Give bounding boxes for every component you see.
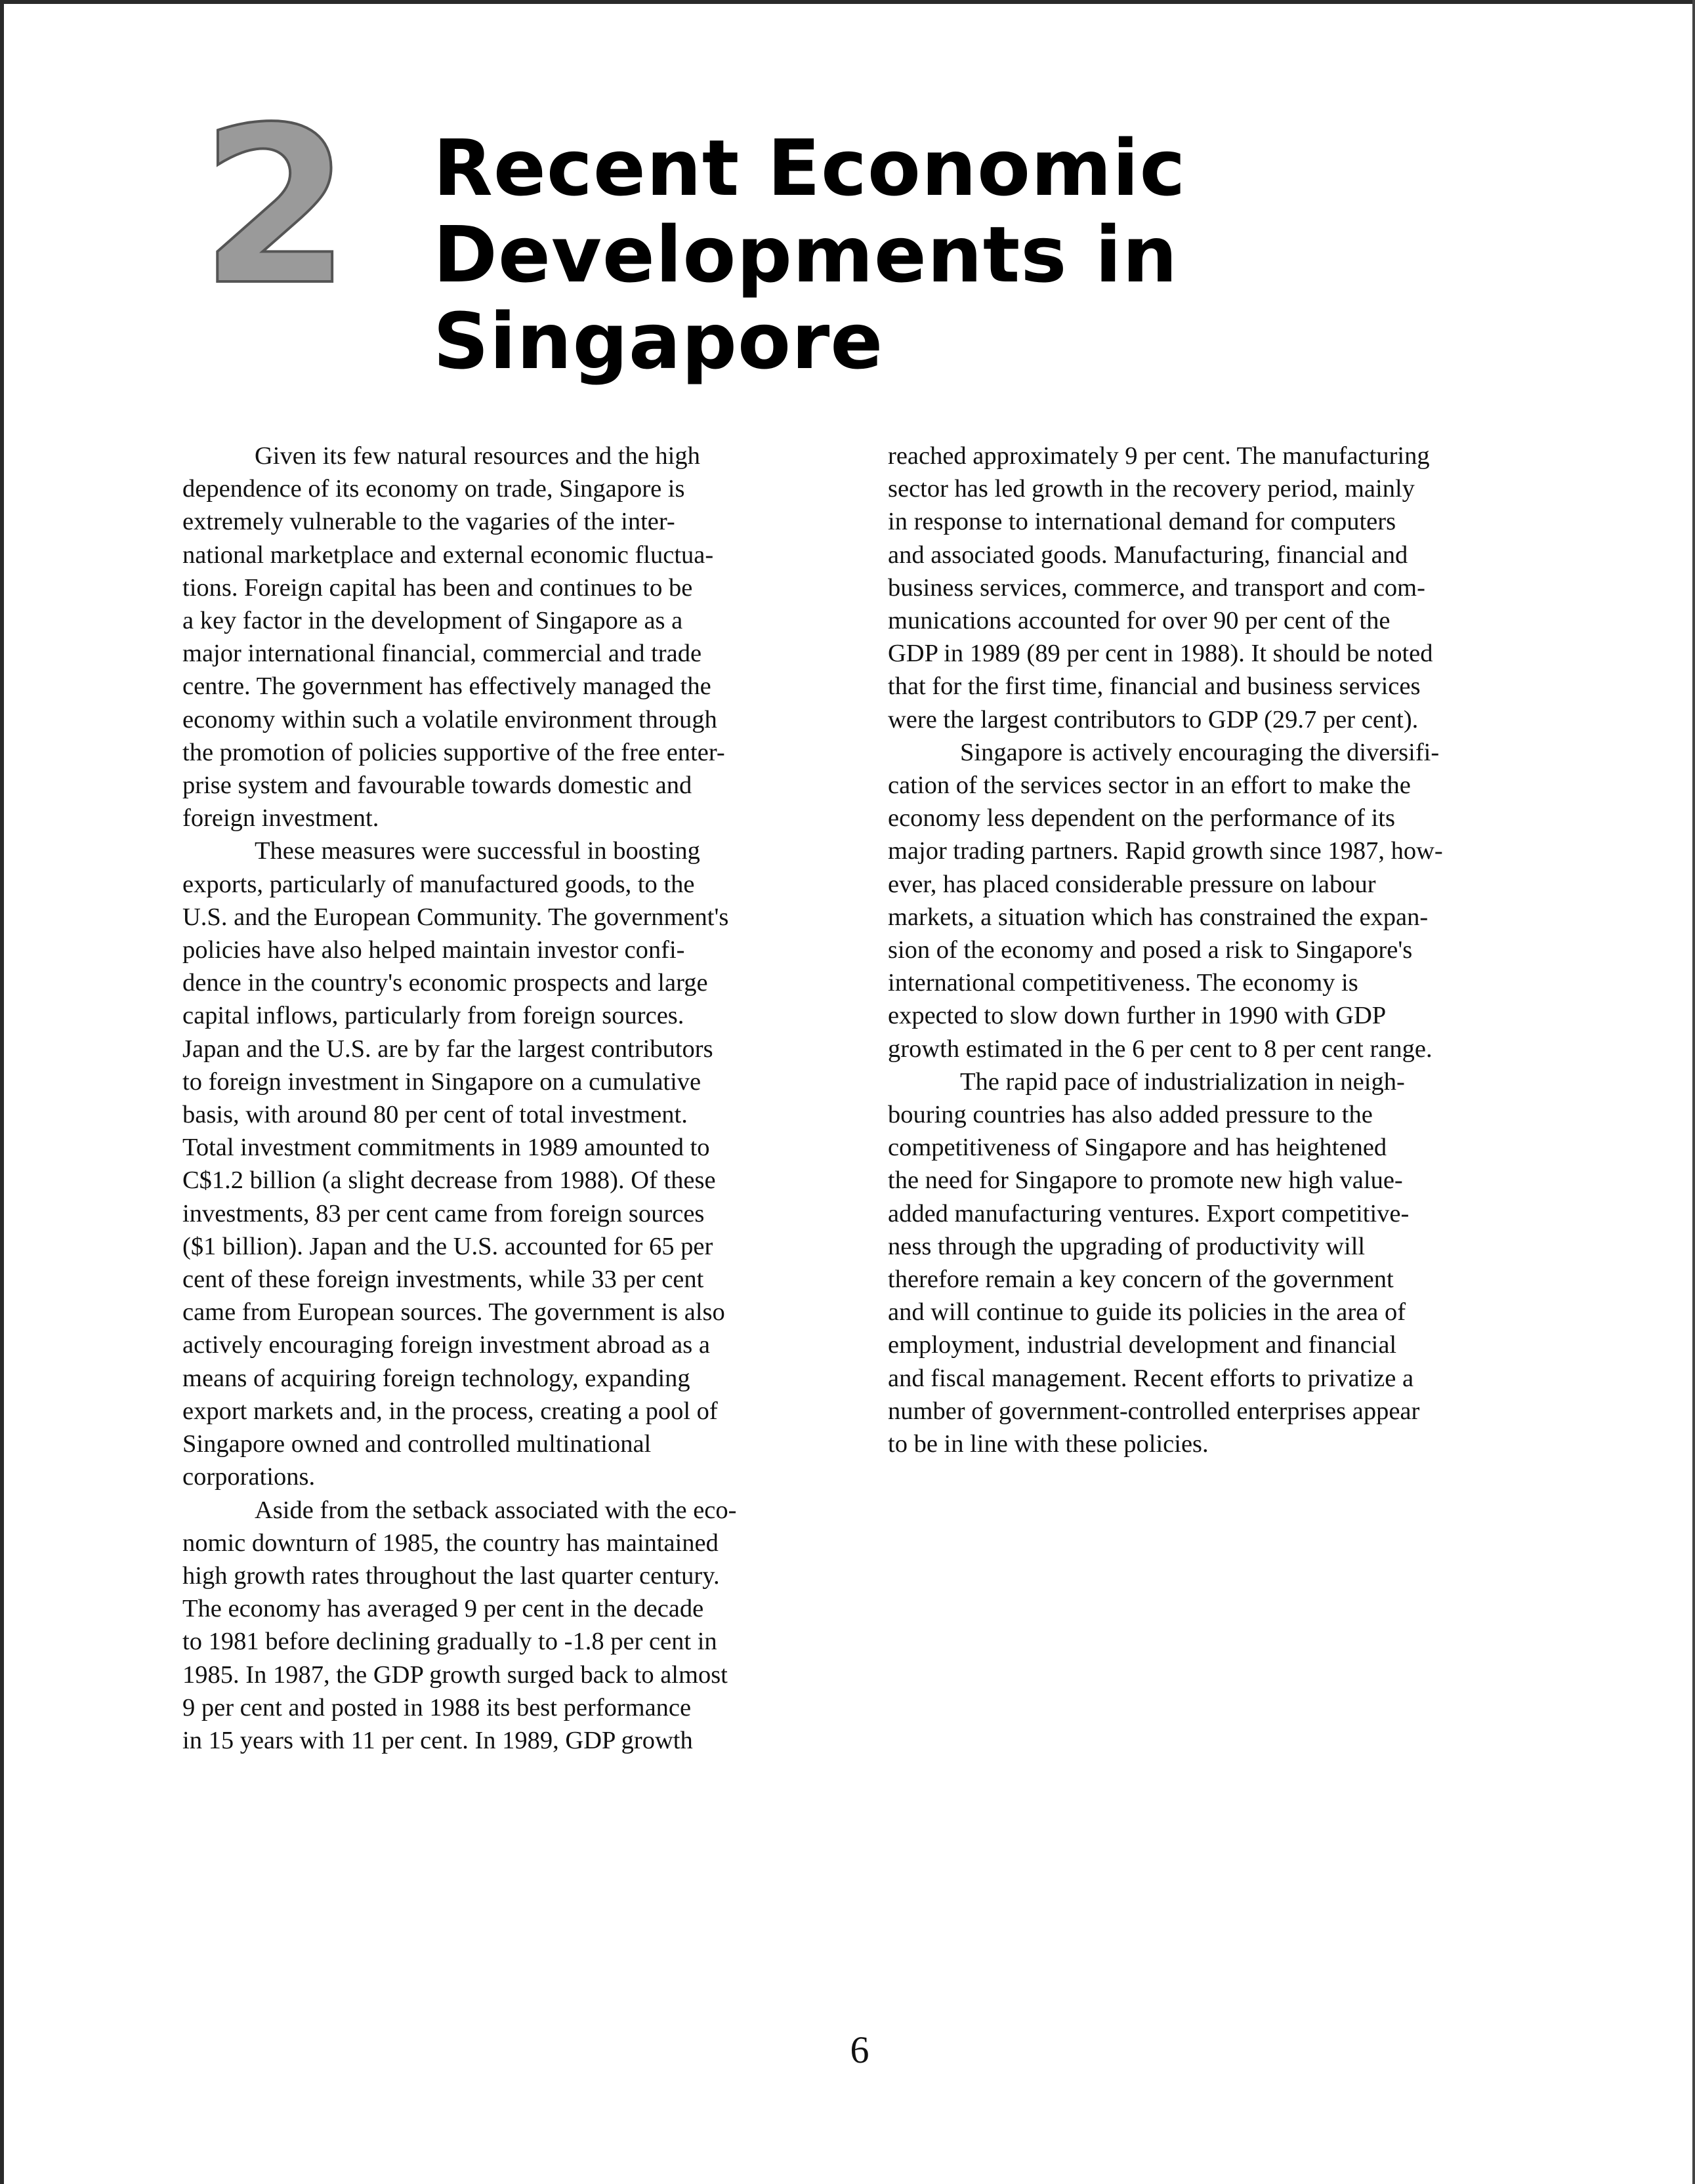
text-line: C$1.2 billion (a slight decrease from 1988). Of these: [182, 1166, 716, 1195]
paragraph: [182, 440, 845, 834]
text-line: were the largest contributors to GDP (29.7 per cent).: [888, 705, 1419, 733]
paragraph: [182, 834, 845, 1493]
text-line: to 1981 before declining gradually to -1.8 per cent in: [182, 1628, 717, 1656]
paragraph: [888, 736, 1551, 1065]
text-line: 9 per cent and posted in 1988 its best performance: [182, 1693, 692, 1721]
text-line: a key factor in the development of Singapore as a: [182, 607, 683, 635]
text-line: capital inflows, particularly from foreign sources.: [182, 1002, 684, 1030]
page-edge-left: [0, 0, 4, 2184]
text-line: These measures were successful in boosting: [255, 837, 700, 865]
text-line: high growth rates throughout the last quarter century.: [182, 1561, 720, 1590]
text-line: foreign investment.: [182, 804, 379, 833]
text-line: that for the first time, financial and business services: [888, 672, 1421, 701]
right-text-column: [888, 440, 1551, 1460]
text-line: The rapid pace of industrialization in neigh-: [960, 1067, 1405, 1096]
text-line: Singapore is actively encouraging the diversifi-: [960, 738, 1440, 766]
text-line: extremely vulnerable to the vagaries of the inter-: [182, 508, 675, 536]
text-line: dependence of its economy on trade, Singapore is: [182, 475, 685, 503]
text-line: expected to slow down further in 1990 with GDP: [888, 1002, 1387, 1030]
text-line: economy less dependent on the performance of its: [888, 804, 1395, 833]
left-text-column: [182, 440, 845, 1757]
chapter-title-line: Developments in: [433, 209, 1179, 300]
text-line: international competitiveness. The economy is: [888, 969, 1358, 997]
text-line: munications accounted for over 90 per cent of the: [888, 607, 1391, 635]
text-line: ($1 billion). Japan and the U.S. accounted for 65 per: [182, 1232, 713, 1260]
text-line: added manufacturing ventures. Export competitive-: [888, 1199, 1410, 1227]
text-line: 1985. In 1987, the GDP growth surged back to almost: [182, 1660, 728, 1689]
chapter-number: 2: [200, 81, 351, 333]
text-line: markets, a situation which has constrained the expan-: [888, 903, 1429, 931]
text-line: prise system and favourable towards domestic and: [182, 772, 692, 800]
paragraph: [182, 1494, 845, 1758]
text-line: Given its few natural resources and the high: [255, 442, 700, 470]
text-line: nomic downturn of 1985, the country has maintained: [182, 1529, 719, 1557]
text-line: major trading partners. Rapid growth since 1987, how-: [888, 837, 1443, 865]
text-line: competitiveness of Singapore and has heightened: [888, 1134, 1387, 1162]
text-line: came from European sources. The government is also: [182, 1298, 725, 1327]
text-line: investments, 83 per cent came from foreign sources: [182, 1199, 705, 1227]
text-line: the need for Singapore to promote new high value-: [888, 1166, 1403, 1195]
text-line: number of government-controlled enterprises appear: [888, 1397, 1420, 1425]
text-line: major international financial, commercial and trade: [182, 640, 702, 668]
text-line: cation of the services sector in an effort to make the: [888, 772, 1411, 800]
text-line: reached approximately 9 per cent. The manufacturing: [888, 442, 1430, 470]
text-line: in 15 years with 11 per cent. In 1989, GDP growth: [182, 1726, 693, 1754]
page-number: 6: [850, 2029, 869, 2071]
text-line: sion of the economy and posed a risk to Singapore's: [888, 936, 1413, 964]
text-line: the promotion of policies supportive of the free enter-: [182, 738, 725, 766]
text-line: Aside from the setback associated with the eco-: [255, 1496, 737, 1524]
text-line: ness through the upgrading of productivity will: [888, 1232, 1366, 1260]
chapter-title: [433, 125, 1417, 384]
text-line: and associated goods. Manufacturing, financial and: [888, 541, 1408, 569]
text-line: means of acquiring foreign technology, expanding: [182, 1364, 690, 1392]
chapter-title-line: Singapore: [433, 296, 884, 386]
text-line: U.S. and the European Community. The government's: [182, 903, 729, 931]
page-edge-right: [1692, 0, 1695, 2184]
text-line: business services, commerce, and transport and com-: [888, 573, 1425, 602]
text-line: exports, particularly of manufactured goods, to the: [182, 870, 695, 898]
text-line: growth estimated in the 6 per cent to 8 per cent range.: [888, 1035, 1433, 1063]
text-line: national marketplace and external economic fluctua-: [182, 541, 714, 569]
text-line: The economy has averaged 9 per cent in the decade: [182, 1595, 704, 1623]
text-line: therefore remain a key concern of the government: [888, 1266, 1394, 1294]
chapter-title-line: Recent Economic: [433, 123, 1186, 213]
text-line: tions. Foreign capital has been and continues to be: [182, 573, 693, 602]
text-line: in response to international demand for computers: [888, 508, 1396, 536]
text-line: corporations.: [182, 1463, 316, 1491]
text-line: and fiscal management. Recent efforts to privatize a: [888, 1364, 1414, 1392]
text-line: bouring countries has also added pressure to the: [888, 1101, 1373, 1129]
text-line: centre. The government has effectively managed the: [182, 672, 711, 701]
text-line: to foreign investment in Singapore on a cumulative: [182, 1067, 701, 1096]
text-line: Japan and the U.S. are by far the largest contributors: [182, 1035, 713, 1063]
text-line: policies have also helped maintain investor confi-: [182, 936, 685, 964]
text-line: economy within such a volatile environment through: [182, 705, 717, 733]
text-line: to be in line with these policies.: [888, 1430, 1209, 1458]
text-line: export markets and, in the process, creating a pool of: [182, 1397, 718, 1425]
text-line: cent of these foreign investments, while 33 per cent: [182, 1266, 704, 1294]
text-line: dence in the country's economic prospects and large: [182, 969, 708, 997]
page-edge-top: [0, 0, 1695, 4]
text-line: actively encouraging foreign investment abroad as a: [182, 1331, 710, 1359]
paragraph: [888, 1065, 1551, 1460]
text-line: Singapore owned and controlled multinational: [182, 1430, 652, 1458]
text-line: GDP in 1989 (89 per cent in 1988). It should be noted: [888, 640, 1433, 668]
text-line: sector has led growth in the recovery period, mainly: [888, 475, 1415, 503]
text-line: employment, industrial development and financial: [888, 1331, 1397, 1359]
text-line: basis, with around 80 per cent of total investment.: [182, 1101, 688, 1129]
text-line: Total investment commitments in 1989 amounted to: [182, 1134, 710, 1162]
text-line: ever, has placed considerable pressure on labour: [888, 870, 1376, 898]
paragraph: [888, 440, 1551, 736]
text-line: and will continue to guide its policies in the area of: [888, 1298, 1406, 1327]
